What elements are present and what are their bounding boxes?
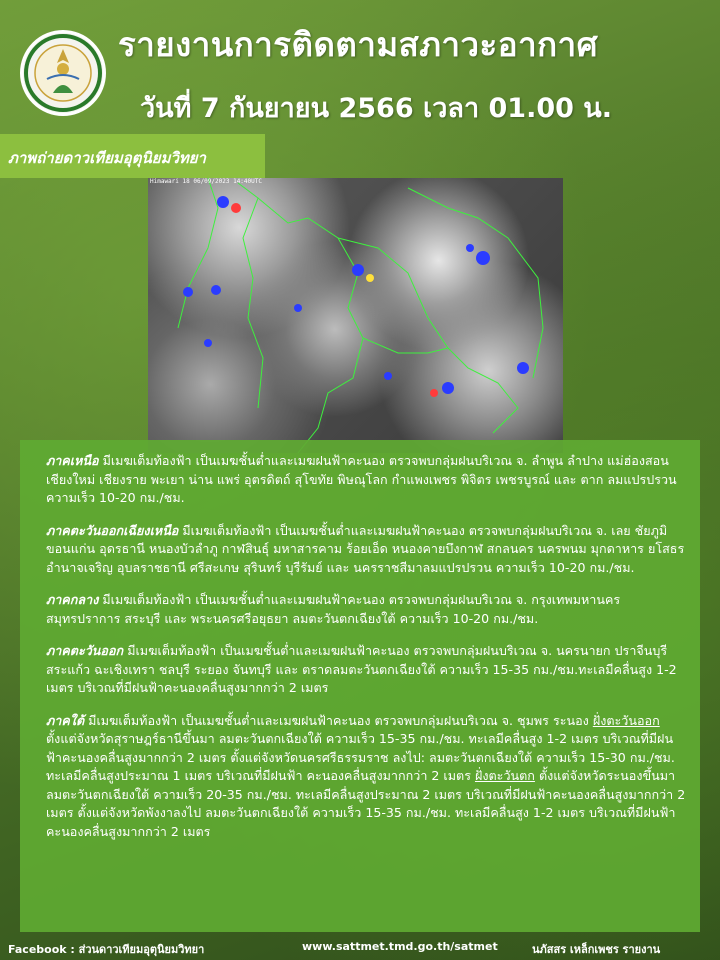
footer (0, 936, 720, 960)
region-east (46, 642, 686, 698)
region-heading: ภาคเหนือ (46, 453, 99, 468)
satellite-section-label: ภาพถ่ายดาวเทียมอุตุนิยมวิทยา (0, 134, 265, 178)
east-coast-label: ฝั่งตะวันออก (592, 712, 660, 728)
region-text: มีเมฆเต็มท้องฟ้า เป็นเมฆชั้นต่ำและเมฆฝนฟ้าคะนอง ตรวจพบกลุ่มฝนบริเวณ จ. กรุงเทพมหานคร สมุทรปราการ สระบุรี และ พระนครศรีอยุธยา ลมตะวันตกเฉียงใต้ ความเร็ว 10-20 กม./ชม. (46, 592, 621, 626)
region-central (46, 591, 686, 628)
region-heading: ภาคกลาง (46, 592, 99, 607)
west-coast-label: ฝั่งตะวันตก (474, 768, 535, 783)
region-heading: ภาคตะวันออก (46, 643, 124, 658)
tmd-emblem-icon (23, 33, 103, 113)
satellite-image (148, 178, 563, 453)
report-title: รายงานการติดตามสภาวะอากาศ (118, 25, 599, 64)
satellite-map-overlay (148, 178, 563, 453)
weather-report-box (20, 440, 700, 932)
website-link[interactable]: www.sattmet.tmd.go.th/satmet (302, 940, 498, 953)
region-heading: ภาคใต้ (46, 712, 85, 728)
region-text: ตั้งแต่จังหวัดระนองขึ้นมา ลมตะวันตกเฉียงใต้ ความเร็ว 20-35 กม./ชม. ทะเลมีคลื่นสูงประมาณ 2 เมตร บริเวณที่มีฝนฟ้าคะนองคลื่นสูงมากกว่า 2 เมตร ตั้งแต่จังหวัดพังงาลงไป ลมตะวันตกเฉียงใต้ ความเร็ว 15-35 กม./ชม. ทะเลมีคลื่นสูง 1-2 เมตร บริเวณที่มีฝนฟ้าคะนองคลื่นสูงมากกว่า 2 เมตร (46, 768, 686, 839)
tmd-logo (20, 30, 106, 116)
satellite-caption: Himawari 18 06/09/2023 14:40UTC (150, 178, 262, 185)
region-north (46, 452, 686, 508)
region-text: มีเมฆเต็มท้องฟ้า เป็นเมฆชั้นต่ำและเมฆฝนฟ้าคะนอง ตรวจพบกลุ่มฝนบริเวณ จ. ชุมพร ระนอง (84, 712, 593, 728)
region-text: มีเมฆเต็มท้องฟ้า เป็นเมฆชั้นต่ำและเมฆฝนฟ้าคะนอง ตรวจพบกลุ่มฝนบริเวณ จ. เลย ชัยภูมิ ขอนแก่น อุดรธานี หนองบัวลำภู กาฬสินธุ์ มหาสารคาม ร้อยเอ็ด หนองคายบึงกาฬ สกลนคร นครพนม มุกดาหาร ยโสธร อำนาจเจริญ อุบลราชธานี ศรีสะเกษ สุรินทร์ บุรีรัมย์ และ นครราชสีมาลมแปรปรวน ความเร็ว 10-20 กม./ชม. (46, 522, 685, 575)
region-text: มีเมฆเต็มท้องฟ้า เป็นเมฆชั้นต่ำและเมฆฝนฟ้าคะนอง ตรวจพบกลุ่มฝนบริเวณ จ. ลำพูน ลำปาง แม่ฮ่องสอน เชียงใหม่ เชียงราย พะเยา น่าน แพร่ อุตรดิตถ์ สุโขทัย พิษณุโลก กำแพงเพชร พิจิตร เพชรบูรณ์ และ ตาก ลมแปรปรวน ความเร็ว 10-20 กม./ชม. (46, 453, 677, 505)
facebook-link[interactable]: Facebook : ส่วนดาวเทียมอุตุนิยมวิทยา (8, 943, 205, 956)
region-south (46, 712, 686, 842)
region-text: ตั้งแต่จังหวัดสุราษฎร์ธานีขึ้นมา ลมตะวันตกเฉียงใต้ ความเร็ว 15-35 กม./ชม. ทะเลมีคลื่นสูง 1-2 เมตร บริเวณที่มีฝนฟ้าคะนองคลื่นสูงมากกว่า 2 เมตร ตั้งแต่จังหวัดนครศรีธรรมราช ลงไป: ลมตะวันตกเฉียงใต้ ความเร็ว 15-30 กม./ชม. ทะเลมีคลื่นสูงประมาณ 1 เมตร บริเวณที่มีฝนฟ้า คะนองคลื่นสูงมากกว่า 2 เมตร (46, 731, 675, 783)
region-text: มีเมฆเต็มท้องฟ้า เป็นเมฆชั้นต่ำและเมฆฝนฟ้าคะนอง ตรวจพบกลุ่มฝนบริเวณ จ. นครนายก ปราจีนบุรี สระแก้ว ฉะเชิงเทรา ชลบุรี ระยอง จันทบุรี และ ตราดลมตะวันตกเฉียงใต้ ความเร็ว 15-35 กม./ชม.ทะเลมีคลื่นสูง 1-2 เมตร บริเวณที่มีฝนฟ้าคะนองคลื่นสูงมากกว่า 2 เมตร (46, 643, 677, 695)
region-heading: ภาคตะวันออกเฉียงเหนือ (46, 522, 179, 538)
reporter-credit: นภัสสร เหล็กเพชร รายงาน (532, 943, 661, 956)
report-date: วันที่ 7 กันยายน 2566 เวลา 01.00 น. (140, 93, 613, 124)
region-northeast (46, 522, 686, 578)
